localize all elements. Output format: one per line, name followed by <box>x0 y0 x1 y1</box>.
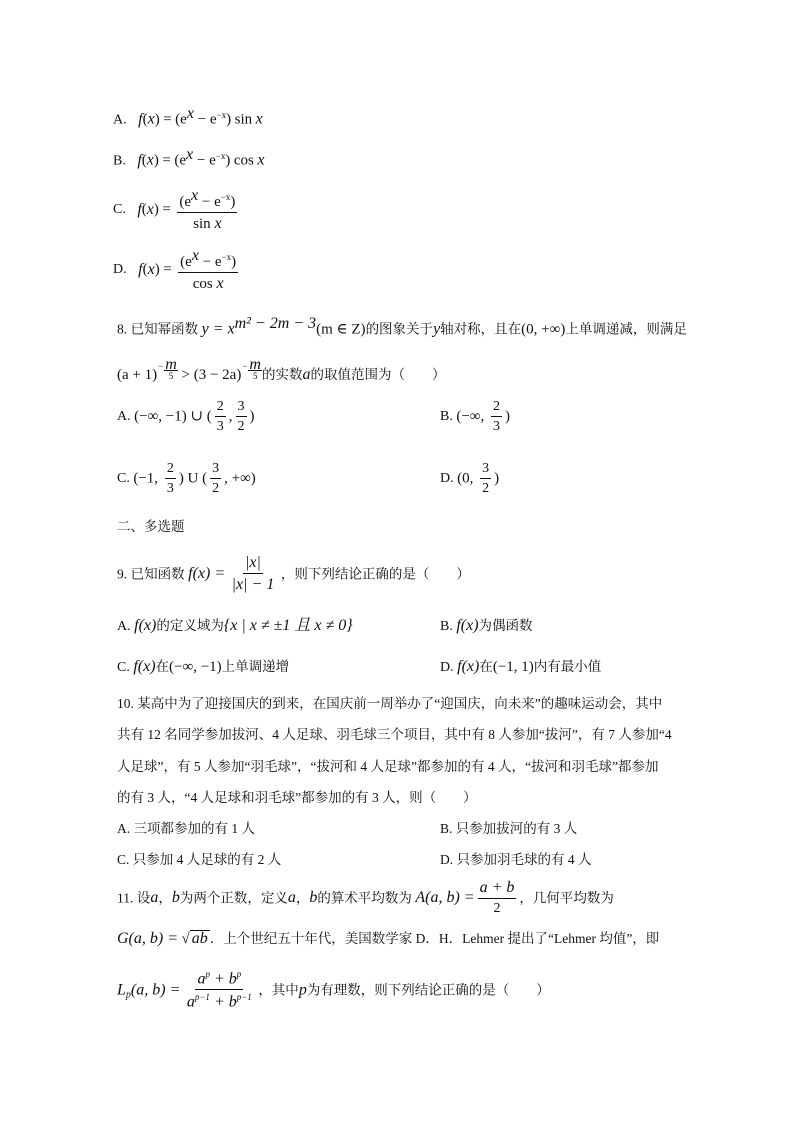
q9-option-d: D. f(x)在(−1, 1)内有最小值 <box>440 658 602 675</box>
section-heading: 二、多选题 <box>117 519 185 534</box>
q9-stem: 9. 已知函数 f(x) = $\frac{|x|}{|x| - 1}$ ，则下列结论正确的是（ ） <box>117 554 470 593</box>
q10-option-a: A. 三项都参加的有 1 人 <box>117 821 255 836</box>
q11-line3: $L_p(a$, b) = $\frac{a^p + b^p}{a^{p-1} + b^{p-1}}$ ，其中p为有理数，则下列结论正确的是（ ） <box>117 969 550 1011</box>
q10-line1: 10. 某高中为了迎接国庆的到来，在国庆前一周举办了“迎国庆，向未来”的趣味运动会，其中 <box>117 696 663 711</box>
q7-d-fraction: $\frac{(e^x - e^{-x})}{\text{cos x}}$ <box>180 247 237 292</box>
q7-c-fraction: $\frac{(e^x - e^{-x})}{\text{sin x}}$ <box>179 187 236 232</box>
q10-line2: 共有 12 名同学参加拔河、4 人足球、羽毛球三个项目，其中有 8 人参加“拔河”，有 7 人参加“4 <box>117 727 672 742</box>
q11-line2: G(a, b) = √ ab ．上个世纪五十年代，美国数学家 D．H．Lehmer 提出了“Lehmer 均值”，即 <box>117 930 660 947</box>
q10-option-d: D. 只参加羽毛球的有 4 人 <box>440 852 592 867</box>
q7-option-b: B. $f(x) = (e^x - e^{-x})$ cos x <box>113 146 265 169</box>
q9-fraction: $\frac{|x|}{|x| - 1}$ <box>231 554 275 593</box>
q10-option-c: C. 只参加 4 人足球的有 2 人 <box>117 852 282 867</box>
q10-line3: 人足球”，有 5 人参加“羽毛球”，“拔河和 4 人足球”都参加的有 4 人，“拔河和羽毛球”都参加 <box>117 759 659 774</box>
q8-option-b: B. (−∞, $\frac{2}{3}$ ) <box>440 399 510 434</box>
q9-option-c: C. f(x)在(−∞, −1)上单调递增 <box>117 658 290 675</box>
q9-option-b: B. f(x)为偶函数 <box>440 617 533 634</box>
q7-option-c: C. f(x) = $\frac{(e^x - e^{-x})}{\text{sin x}}$ <box>113 187 236 232</box>
q10-line4: 的有 3 人，“4 人足球和羽毛球”都参加的有 3 人，则（ ） <box>117 790 477 805</box>
q8-exponent-right: − <box>242 361 248 371</box>
q8-option-c: C. (−1, $\frac{2}{3}$ ) U ( $\frac{3}{2}$ , +∞) <box>117 461 256 496</box>
q7-option-d: D. f(x) = $\frac{(e^x - e^{-x})}{\text{cos x}}$ <box>113 247 237 292</box>
q10-option-b: B. 只参加拔河的有 3 人 <box>440 821 578 836</box>
q9-option-a: A. f(x)的定义域为{x | x ≠ ±1 且 x ≠ 0} <box>117 617 353 634</box>
q11-lehmer-fraction: $\frac{a^p + b^p}{a^{p-1} + b^{p-1}}$ <box>186 969 252 1011</box>
q8-option-a: A. (−∞, −1) ∪ ( $\frac{2}{3}$ , $\frac{3}{2}$ ) <box>117 399 255 434</box>
q8-stem-line2: (a + 1) − m 5 > (3 − 2a) − m 5 的实数a的取值范围为（ ） <box>117 356 446 383</box>
q11-line1: 11. 设a，b为两个正数，定义a，b的算术平均数为 A(a, b) = $\frac{a + b}{2}$ ，几何平均数为 <box>117 879 614 916</box>
q8-exponent-left: − <box>158 361 164 371</box>
q11-arith-fraction: $\frac{a + b}{2}$ <box>479 879 515 916</box>
q8-option-d: D. (0, $\frac{3}{2}$ ) <box>440 461 500 496</box>
q7-option-a: A. $f(x) = (e^x - e^{-x})$ sin x <box>113 105 263 128</box>
q8-stem-line1: 8. 已知幂函数 $y = x^{m^2 - 2m - 3}(m$ ∈ Z)的图象关于y轴对称，且在(0, +∞)上单调递减，则满足 <box>117 315 687 338</box>
